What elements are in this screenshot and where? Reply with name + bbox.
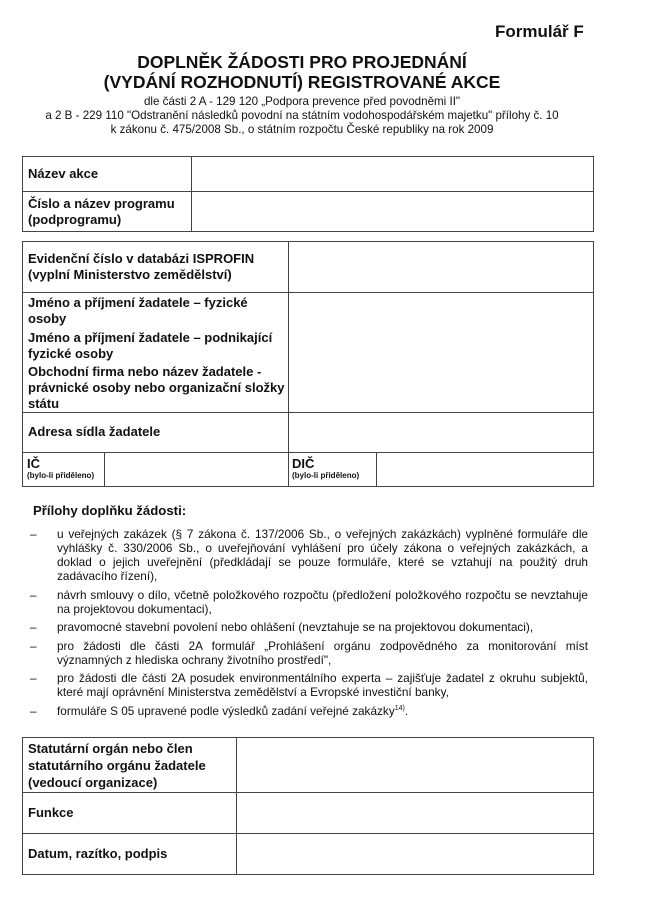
- table-row: [23, 412, 594, 452]
- page-title-line1: DOPLNĚK ŽÁDOSTI PRO PROJEDNÁNÍ: [137, 52, 467, 72]
- list-item: – pravomocné stavební povolení nebo ohlášení (nevztahuje se na projektovou dokumentaci),: [30, 620, 534, 634]
- table-row: [23, 242, 594, 293]
- list-item: – pro žádosti dle části 2A formulář „Prohlášení orgánu zodpovědného za monitorování míst významných z hlediska ochrany životního prostředí",: [30, 638, 588, 667]
- list-item: – návrh smlouvy o dílo, včetně položkového rozpočtu (předložení položkového rozpočtu se nevztahuje na projektovou dokumentaci),: [30, 587, 588, 616]
- dic-field[interactable]: [377, 452, 594, 486]
- function-label: Funkce: [23, 793, 237, 834]
- dash-bullet-icon: –: [30, 703, 37, 718]
- table-row: [23, 738, 594, 793]
- function-field[interactable]: [237, 793, 594, 834]
- ic-field[interactable]: [105, 452, 289, 486]
- footnote-ref: 14): [394, 704, 405, 712]
- form-identifier: Formulář F: [495, 22, 584, 41]
- statutory-body-field[interactable]: [237, 738, 594, 793]
- action-name-field[interactable]: [192, 157, 594, 192]
- table-row: [23, 793, 594, 834]
- dic-note: (bylo-li přiděleno): [292, 471, 360, 480]
- address-field[interactable]: [289, 412, 594, 452]
- dash-bullet-icon: –: [30, 671, 37, 685]
- ic-note: (bylo-li přiděleno): [27, 471, 95, 480]
- dic-label: DIČ: [292, 456, 315, 471]
- business-person-label: Jméno a příjmení žadatele – podnikající fyzické osoby: [23, 329, 289, 364]
- program-label: Číslo a název programu (podprogramu): [23, 192, 192, 232]
- applicant-name-field[interactable]: [289, 293, 594, 413]
- attachments-list: [30, 527, 588, 722]
- table-row: [23, 192, 594, 232]
- statutory-body-label: Statutární orgán nebo člen statutárního orgánu žadatele (vedoucí organizace): [23, 738, 237, 793]
- list-item: – u veřejných zakázek (§ 7 zákona č. 137/2006 Sb., o veřejných zakázkách) vyplněné formuláře dle vyhlášky č. 330/2006 Sb., o uveřejňování vyhlášení pro účely zákona o veřejných zakázkách, a doklad o jejich uveřejnění (předkládají se pouze formuláře, které se vztahují na použitý druh zadávacího řízení),: [30, 527, 588, 583]
- date-stamp-signature-label: Datum, razítko, podpis: [23, 834, 237, 875]
- natural-person-label: Jméno a příjmení žadatele – fyzické osoby: [23, 293, 289, 329]
- legal-entity-label: Obchodní firma nebo název žadatele - právnické osoby nebo organizační složky státu: [23, 364, 289, 413]
- address-label: Adresa sídla žadatele: [23, 412, 289, 452]
- page-title-line2: (VYDÁNÍ ROZHODNUTÍ) REGISTROVANÉ AKCE: [103, 72, 501, 92]
- list-item: – pro žádosti dle části 2A posudek environmentálního experta – zajišťuje žadatel z okruhu subjektů, které mají oprávnění Ministerstva zemědělství a Evropské investiční banky,: [30, 671, 588, 699]
- signature-table: [22, 737, 594, 875]
- date-stamp-signature-field[interactable]: [237, 834, 594, 875]
- ic-label-cell: [23, 452, 105, 486]
- dash-bullet-icon: –: [30, 638, 37, 653]
- attachments-heading: Přílohy doplňku žádosti:: [33, 503, 187, 518]
- subtitle-line3: k zákonu č. 475/2008 Sb., o státním rozpočtu České republiky na rok 2009: [110, 123, 494, 136]
- dash-bullet-icon: –: [30, 620, 37, 634]
- subtitle-line2: a 2 B - 229 110 "Odstranění následků povodní na státním vodohospodářském majetku" přílohy č. 10: [45, 109, 559, 122]
- dic-label-cell: [289, 452, 377, 486]
- table-row: [23, 834, 594, 875]
- dash-bullet-icon: –: [30, 587, 37, 602]
- applicant-table: [22, 241, 594, 487]
- isprofin-label: Evidenční číslo v databázi ISPROFIN (vyplní Ministerstvo zemědělství): [23, 242, 289, 293]
- program-field[interactable]: [192, 192, 594, 232]
- list-item: – formuláře S 05 upravené podle výsledků zadání veřejné zakázky$^{14)}$.: [30, 703, 409, 718]
- subtitle-line1: dle části 2 A - 129 120 „Podpora prevence před povodněmi II": [143, 95, 461, 108]
- isprofin-field[interactable]: [289, 242, 594, 293]
- table-row: [23, 157, 594, 192]
- ic-label: IČ: [27, 456, 40, 471]
- action-table: [22, 156, 594, 232]
- table-row: [23, 452, 594, 486]
- table-row: [23, 293, 594, 329]
- dash-bullet-icon: –: [30, 527, 37, 541]
- action-name-label: Název akce: [23, 157, 192, 192]
